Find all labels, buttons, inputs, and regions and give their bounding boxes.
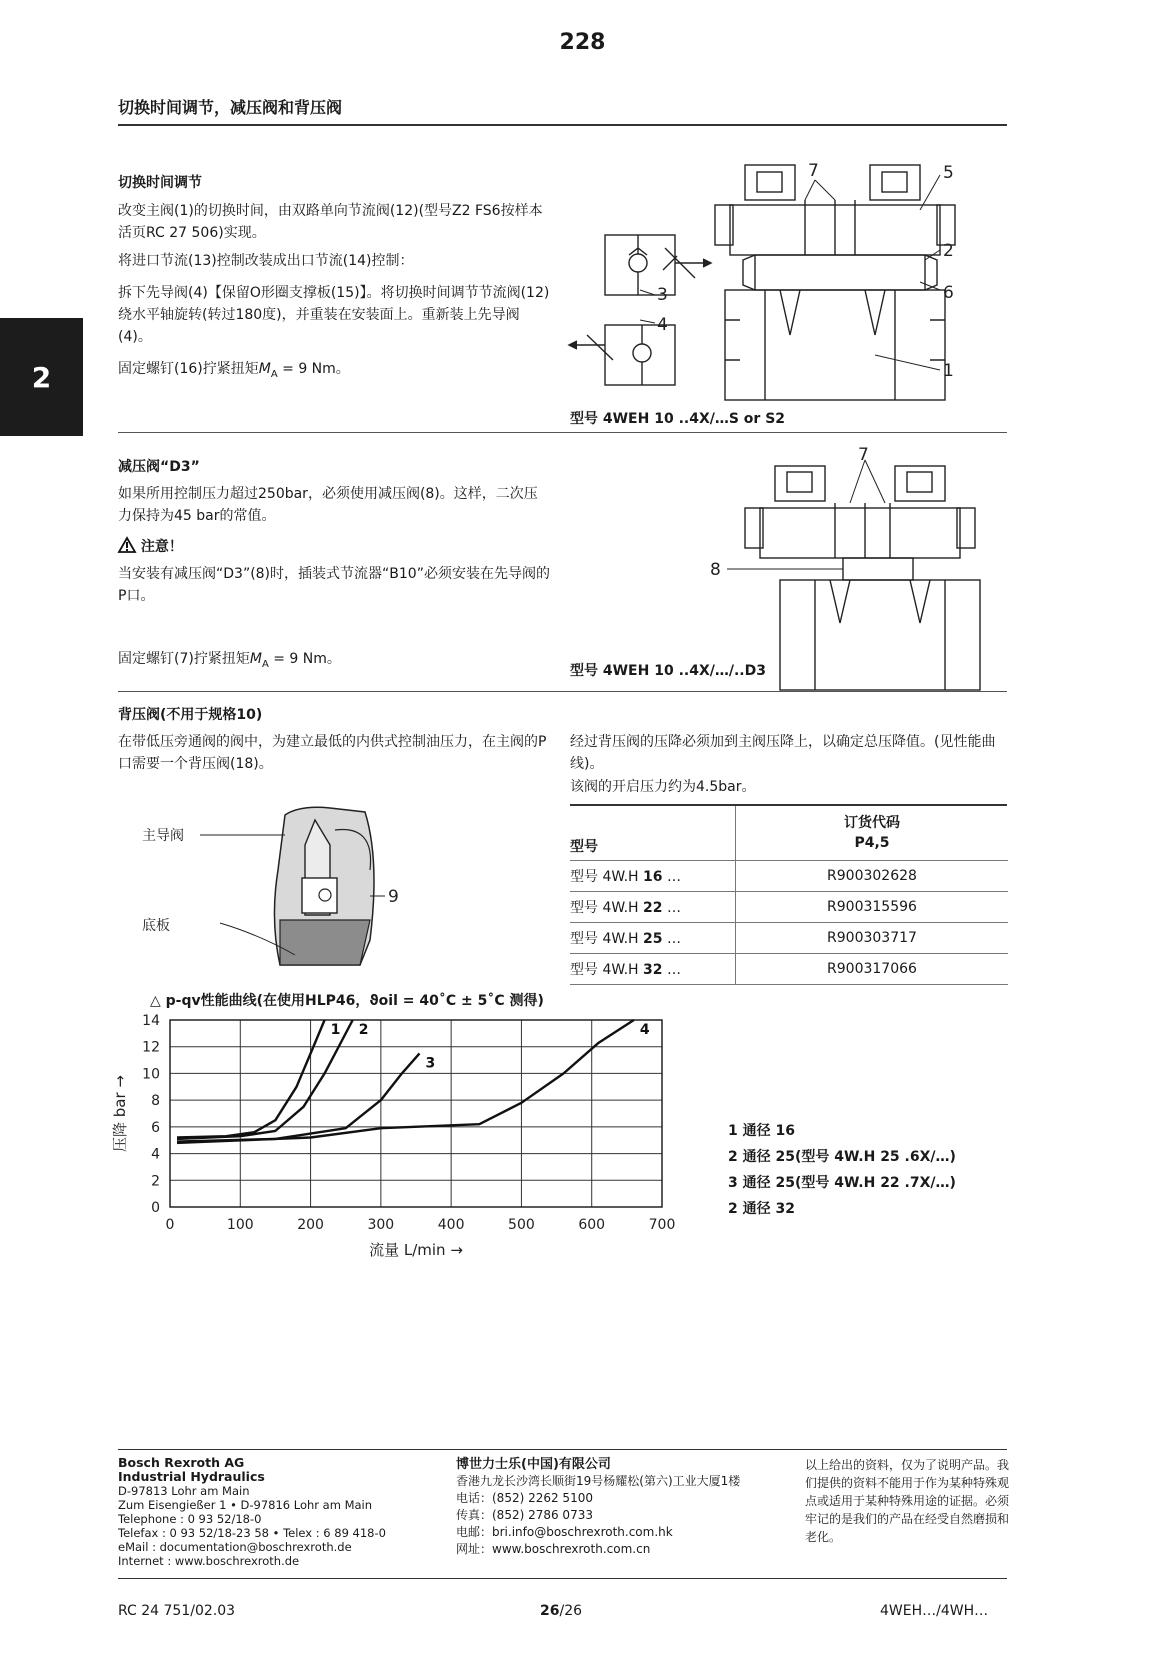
footer-disclaimer: 以上给出的资料，仅为了说明产品。我们提供的资料不能用于作为某种特殊观点或适用于某种特殊用途的证据。必须牢记的是我们的产品在经受自然磨损和老化。 xyxy=(805,1458,1010,1544)
row-order-code: R900302628 xyxy=(736,861,1009,892)
page-current: 26 xyxy=(540,1603,560,1619)
table-row xyxy=(570,923,1008,954)
callout-2: 2 xyxy=(943,241,954,261)
series-line-2 xyxy=(177,1020,353,1139)
callout-8: 8 xyxy=(710,560,721,580)
table-row xyxy=(570,861,1008,892)
backpressure-heading: 背压阀(不用于规格10) xyxy=(118,707,263,723)
footer-company-1: Bosch Rexroth AG xyxy=(118,1455,245,1470)
row-model-prefix: 型号 4W.H xyxy=(570,962,644,978)
series-label-3: 3 xyxy=(425,1055,436,1072)
series-label-1: 1 xyxy=(330,1022,341,1038)
warning-icon xyxy=(118,537,136,553)
legend-entry: 2 通径 32 xyxy=(728,1201,795,1217)
footer-china-block xyxy=(456,1456,796,1558)
row-order-code: R900317066 xyxy=(736,954,1009,985)
footer-rule-bottom xyxy=(118,1578,1007,1579)
torque-text: 固定螺钉(16)拧紧扭矩 xyxy=(118,361,259,377)
legend-entry: 3 通径 25(型号 4W.H 22 .7X/…) xyxy=(728,1175,956,1191)
legend-entry: 2 通径 25(型号 4W.H 25 .6X/…) xyxy=(728,1149,956,1165)
footer-rule-top xyxy=(118,1449,1007,1450)
torque-text-2: 固定螺钉(7)拧紧扭矩 xyxy=(118,651,250,667)
y-tick-label: 2 xyxy=(151,1173,160,1190)
table-header-line2: P4,5 xyxy=(854,835,890,851)
row-model-prefix: 型号 4W.H xyxy=(570,900,644,916)
x-tick-label: 700 xyxy=(648,1217,676,1233)
x-tick-label: 0 xyxy=(165,1217,175,1233)
row-model-suffix: … xyxy=(662,931,681,947)
chart-title: △ p-qv性能曲线(在使用HLP46，ϑoil = 40˚C ± 5˚C 测得) xyxy=(150,993,544,1009)
product-reference: 4WEH…/4WH… xyxy=(880,1603,989,1619)
label-main-valve: 主导阀 xyxy=(142,828,184,844)
footer-cn-fax: 传真：(852) 2786 0733 xyxy=(456,1508,593,1522)
switching-para-3: 拆下先导阀(4)【保留O形圈支撑板(15)】。将切换时间调节节流阀(12)绕水平轴旋转(转过180度)，并重装在安装面上。重新装上先导阀(4)。 xyxy=(118,285,550,345)
footer-telephone: Telephone : 0 93 52/18-0 xyxy=(118,1512,262,1526)
switching-heading: 切换时间调节 xyxy=(118,175,202,191)
callout-4: 4 xyxy=(657,315,668,335)
chart-legend xyxy=(728,1118,956,1222)
x-tick-label: 600 xyxy=(578,1217,606,1233)
backpressure-para-1: 在带低压旁通阀的阀中，为建立最低的内供式控制油压力，在主阀的P口需要一个背压阀(18)。 xyxy=(118,734,547,772)
x-axis-label: 流量 L/min → xyxy=(369,1241,463,1259)
x-tick-label: 300 xyxy=(367,1217,395,1233)
doc-reference: RC 24 751/02.03 xyxy=(118,1603,236,1619)
switching-para-1: 改变主阀(1)的切换时间，由双路单向节流阀(12)(型号Z2 FS6按样本活页RC 27 506)实现。 xyxy=(118,203,543,241)
torque-subscript: A xyxy=(270,368,278,380)
figure-caption-1: 型号 4WEH 10 ..4X/…S or S2 xyxy=(570,411,786,427)
backpressure-para-right-2: 该阀的开启压力约为4.5bar。 xyxy=(570,779,756,795)
footer-telefax: Telefax : 0 93 52/18-23 58 • Telex : 6 89 418-0 xyxy=(118,1526,386,1540)
callout-9: 9 xyxy=(388,887,399,907)
footer-cn-email: 电邮：bri.info@boschrexroth.com.hk xyxy=(456,1525,673,1539)
section-title: 切换时间调节，减压阀和背压阀 xyxy=(118,98,343,117)
x-tick-label: 100 xyxy=(226,1217,254,1233)
backpressure-figure xyxy=(130,800,430,980)
page-number: 228 xyxy=(559,30,606,55)
table-header-line1: 订货代码 xyxy=(844,815,900,831)
x-tick-label: 400 xyxy=(437,1217,465,1233)
row-model-prefix: 型号 4W.H xyxy=(570,931,644,947)
series-line-4 xyxy=(177,1020,634,1143)
header-rule xyxy=(118,124,1007,126)
y-tick-label: 0 xyxy=(151,1200,160,1216)
valve-figure-2 xyxy=(710,445,1015,693)
table-row xyxy=(570,954,1008,985)
footer-email: eMail : documentation@boschrexroth.de xyxy=(118,1540,352,1554)
label-base-plate: 底板 xyxy=(142,918,170,934)
y-tick-label: 12 xyxy=(142,1039,160,1056)
table-header-order-code xyxy=(736,806,1009,861)
row-model-prefix: 型号 4W.H xyxy=(570,869,644,885)
callout-7: 7 xyxy=(808,161,819,181)
y-tick-label: 4 xyxy=(151,1146,160,1163)
footer-address-2: Zum Eisengießer 1 • D-97816 Lohr am Main xyxy=(118,1498,373,1512)
footer-cn-web: 网址：www.boschrexroth.com.cn xyxy=(456,1542,651,1556)
torque-subscript-2: A xyxy=(261,658,269,670)
row-model-suffix: … xyxy=(662,900,681,916)
x-tick-label: 200 xyxy=(297,1217,324,1233)
footer-cn-tel: 电话：(852) 2262 5100 xyxy=(456,1491,593,1505)
attention-label: 注意！ xyxy=(140,539,183,555)
row-model-suffix: … xyxy=(662,962,681,978)
switching-para-4 xyxy=(118,358,550,386)
callout-7b: 7 xyxy=(858,445,869,465)
row-model-size: 22 xyxy=(643,900,663,916)
reducing-para-2: 当安装有减压阀“D3”(8)时，插装式节流器“B10”必须安装在先导阀的P口。 xyxy=(118,566,550,604)
row-order-code: R900303717 xyxy=(736,923,1009,954)
torque-symbol: M xyxy=(258,361,271,377)
reducing-para-3 xyxy=(118,648,550,676)
callout-5: 5 xyxy=(943,163,954,183)
row-model-size: 32 xyxy=(643,962,663,978)
divider-2 xyxy=(118,691,1007,692)
y-tick-label: 10 xyxy=(142,1066,160,1083)
row-model-size: 16 xyxy=(643,869,663,885)
performance-chart xyxy=(95,1005,715,1270)
figure-caption-2: 型号 4WEH 10 ..4X/…/..D3 xyxy=(570,663,766,679)
torque-symbol-2: M xyxy=(249,651,262,667)
y-tick-label: 6 xyxy=(151,1119,160,1136)
row-model-size: 25 xyxy=(643,931,663,947)
y-axis-label: 压降 bar → xyxy=(111,1075,129,1152)
order-code-table xyxy=(570,806,1008,985)
row-order-code: R900315596 xyxy=(736,892,1009,923)
switching-para-2: 将进口节流(13)控制改装成出口节流(14)控制： xyxy=(118,253,414,269)
reducing-para-1: 如果所用控制压力超过250bar，必须使用减压阀(8)。这样，二次压力保持为45 bar的常值。 xyxy=(118,486,538,524)
footer-company-2: Industrial Hydraulics xyxy=(118,1469,265,1484)
torque-value-2: = 9 Nm。 xyxy=(268,651,341,667)
footer-cn-company: 博世力士乐(中国)有限公司 xyxy=(456,1457,611,1472)
backpressure-para-right-1: 经过背压阀的压降必须加到主阀压降上，以确定总压降值。(见性能曲线)。 xyxy=(570,734,996,772)
x-tick-label: 500 xyxy=(508,1217,535,1233)
footer-address-1: D-97813 Lohr am Main xyxy=(118,1484,250,1498)
callout-1: 1 xyxy=(943,361,954,381)
footer-cn-address: 香港九龙长沙湾长顺街19号杨耀松(第六)工业大厦1楼 xyxy=(456,1474,741,1488)
order-table xyxy=(570,806,1008,985)
footer-company-block xyxy=(118,1456,438,1568)
valve-figure-1 xyxy=(565,160,1015,430)
plot-frame xyxy=(170,1020,662,1207)
callout-3: 3 xyxy=(657,285,668,305)
table-header-model: 型号 xyxy=(570,806,736,861)
table-row xyxy=(570,892,1008,923)
divider-1 xyxy=(118,432,1007,433)
legend-entry: 1 通径 16 xyxy=(728,1123,795,1139)
reducing-heading: 减压阀“D3” xyxy=(118,459,200,475)
page-counter xyxy=(540,1603,582,1619)
series-line-1 xyxy=(177,1020,325,1138)
footer-internet: Internet : www.boschrexroth.de xyxy=(118,1554,300,1568)
row-model-suffix: … xyxy=(662,869,681,885)
y-tick-label: 14 xyxy=(142,1013,160,1029)
page-total: /26 xyxy=(559,1603,583,1619)
series-label-4: 4 xyxy=(639,1022,650,1038)
torque-value: = 9 Nm。 xyxy=(277,361,350,377)
y-tick-label: 8 xyxy=(151,1093,160,1110)
side-tab: 2 xyxy=(0,318,83,436)
callout-6: 6 xyxy=(943,283,954,303)
series-label-2: 2 xyxy=(358,1022,369,1038)
attention-note xyxy=(118,536,183,556)
